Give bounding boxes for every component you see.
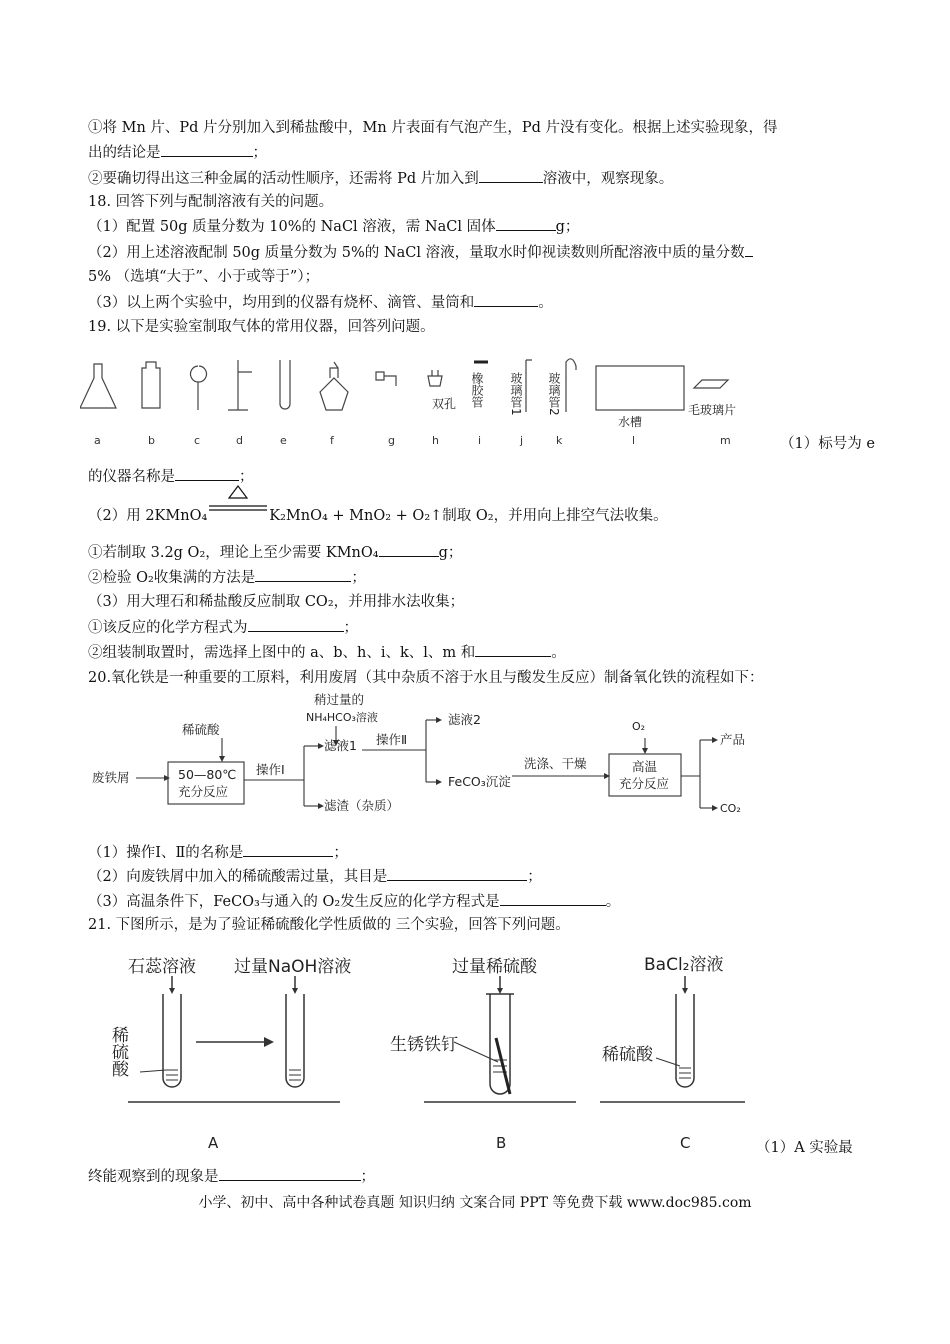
flow-filtrate2: 滤液2 (448, 712, 481, 727)
q18-p2-text: （2）用上述溶液配制 50g 质量分数为 5%的 NaCl 溶液，量取水时仰视读数则所配溶液中质的量分数 (88, 245, 745, 261)
q19-part1-head: （1）标号为 e (780, 436, 875, 452)
q19-p2-text: （2）用 2KMnO₄ (88, 508, 208, 524)
q19-part3 (88, 542, 462, 563)
letter-j: j (520, 434, 524, 447)
q19-part4 (88, 567, 366, 588)
letter-f: f (330, 434, 334, 447)
answer-blank[interactable] (387, 866, 527, 881)
flow-o2: O₂ (632, 720, 646, 733)
flow-reagent-line1: 稍过量的 (314, 692, 365, 707)
two-hole-stopper-icon (428, 370, 442, 386)
answer-blank[interactable] (479, 168, 543, 183)
flow-op1: 操作Ⅰ (256, 762, 285, 777)
q20-p2-text: （2）向废铁屑中加入的稀硫酸需过量，其目是 (88, 869, 388, 885)
stopper-icon (376, 372, 396, 386)
q17-l3-text: ②要确切得出这三种金属的活动性顺序，还需将 Pd 片加入到 (88, 171, 479, 187)
letter-d: d (236, 434, 243, 447)
letter-e: e (280, 434, 287, 447)
answer-blank[interactable] (255, 567, 351, 582)
flow-precipitate: FeCO₃沉淀 (448, 774, 511, 789)
q20-part2 (88, 866, 542, 887)
conical-flask-icon (80, 364, 116, 408)
q21-title: 21. 下图所示，是为了验证稀硫酸化学性质做的 三个实验，回答下列问题。 (88, 917, 570, 933)
test-tube-a1-icon (163, 994, 181, 1087)
flow-op2: 操作Ⅱ (376, 732, 408, 747)
flow-scrap: 废铁屑 (92, 770, 130, 785)
label-j: 玻璃管1 (509, 372, 523, 416)
answer-blank[interactable] (219, 1166, 361, 1181)
label-h: 双孔 (432, 397, 457, 411)
q19-part5: （3）用大理石和稀盐酸反应制取 CO₂，并用排水法收集； (88, 594, 465, 610)
q17-l3-end: 溶液中，观察现象。 (542, 171, 674, 187)
q18-part3 (88, 292, 553, 313)
iron-stand-icon (228, 360, 252, 410)
flow-box2-line2: 充分反应 (619, 776, 670, 791)
q17-l2-text: 出的结论是 (88, 145, 161, 161)
q17-line2 (88, 142, 267, 163)
q18-title: 18. 回答下列与配制溶液有关的问题。 (88, 194, 334, 210)
answer-blank[interactable] (243, 842, 333, 857)
gas-bottle-icon (142, 362, 160, 408)
water-trough-icon (596, 366, 684, 410)
q20-p3-end: 。 (605, 894, 621, 910)
q19-p3-end: g； (438, 545, 463, 561)
letter-b: b (148, 434, 155, 447)
q17-line3 (88, 168, 673, 189)
q18-p1-end: g； (555, 219, 580, 235)
letter-l: l (632, 434, 636, 447)
label-acid-a: 稀硫酸 (108, 1026, 128, 1077)
q19-p2-eq: K₂MnO₄ + MnO₂ + O₂↑制取 O₂，并用向上排空气法收集。 (269, 508, 668, 524)
q21-p1-text: 终能观察到的现象是 (88, 1169, 219, 1185)
flow-filtrate1: 滤液1 (324, 738, 357, 753)
answer-blank[interactable] (474, 292, 538, 307)
label-acid-c: 稀硫酸 (602, 1045, 653, 1065)
label-C: C (680, 1134, 691, 1152)
q18-p3-end: 。 (538, 295, 553, 311)
q19-p4-end: ； (351, 570, 366, 586)
label-naoh: 过量NaOH溶液 (234, 957, 352, 977)
letter-i: i (478, 434, 482, 447)
letter-a: a (94, 434, 101, 447)
q19-p4-text: ②检验 O₂收集满的方法是 (88, 570, 256, 586)
answer-blank[interactable] (500, 891, 606, 906)
flow-wash: 洗涤、干燥 (524, 756, 587, 771)
process-flowchart (92, 690, 772, 830)
label-k: 玻璃管2 (547, 372, 561, 416)
label-nail: 生锈铁钉 (390, 1035, 458, 1055)
answer-blank[interactable] (161, 142, 253, 157)
funnel-icon (191, 366, 207, 410)
label-bacl2: BaCl₂溶液 (644, 955, 724, 975)
flow-acid: 稀硫酸 (182, 722, 220, 737)
page-footer: 小学、初中、高中各种试卷真题 知识归纳 文案合同 PPT 等免费下载 www.doc985.com (198, 1195, 752, 1211)
q19-p1-text: 的仪器名称是 (88, 469, 175, 485)
label-l: 水槽 (618, 415, 643, 429)
flow-co2: CO₂ (720, 802, 741, 815)
q18-p3-text: （3）以上两个实验中，均用到的仪器有烧杯、滴管、量筒和 (88, 295, 475, 311)
letter-g: g (388, 434, 395, 447)
flow-box1-line2: 充分反应 (178, 784, 229, 799)
label-B: B (496, 1134, 507, 1152)
q17-l2-end: ； (252, 145, 267, 161)
q19-part7 (88, 642, 566, 663)
q21-p1-end: ； (360, 1169, 375, 1185)
experiment-figure (100, 942, 760, 1156)
q19-p6-text: ①该反应的化学方程式为 (88, 620, 248, 636)
q19-p1-end: ； (239, 469, 254, 485)
q19-p7-end: 。 (551, 645, 566, 661)
test-tube-icon (280, 360, 290, 409)
q18-part1 (88, 216, 579, 237)
test-tube-a2-icon (286, 994, 304, 1087)
q18-part2-cont: 5% （选填“大于”、小于或等于”）； (88, 269, 320, 285)
q21-part1 (88, 1166, 375, 1187)
q20-part1 (88, 842, 348, 863)
q20-title: 20.氧化铁是一种重要的工原料，利用废屑（其中杂质不溶于水且与酸发生反应）制备氧化铁的流程如下： (88, 670, 764, 686)
q20-p1-text: （1）操作Ⅰ、Ⅱ的名称是 (88, 845, 244, 861)
answer-blank[interactable] (175, 466, 239, 481)
q20-p1-end: ； (333, 845, 348, 861)
glass-tube-1-icon (526, 360, 532, 412)
q19-p6-end: ； (343, 620, 358, 636)
answer-blank[interactable] (379, 542, 439, 557)
q17-line1: ①将 Mn 片、Pd 片分别加入到稀盐酸中，Mn 片表面有气泡产生，Pd 片没有变化。根据上述实验现象，得 (88, 120, 778, 136)
q20-p3-text: （3）高温条件下，FeCO₃与通入的 O₂发生反应的化学方程式是 (88, 894, 500, 910)
letter-h: h (432, 434, 439, 447)
q19-title: 19. 以下是实验室制取气体的常用仪器，回答列问题。 (88, 319, 435, 335)
label-excess-acid: 过量稀硫酸 (452, 957, 537, 977)
letter-k: k (556, 434, 563, 447)
lab-apparatus-figure (80, 352, 770, 452)
label-litmus: 石蕊溶液 (128, 957, 196, 977)
q19-part2 (88, 506, 668, 526)
letter-c: c (194, 434, 201, 447)
flow-reagent-line2: NH₄HCO₃溶液 (306, 711, 378, 724)
alcohol-lamp-icon (320, 362, 348, 410)
test-tube-b-icon (486, 994, 514, 1094)
answer-blank[interactable] (745, 242, 753, 257)
answer-blank[interactable] (496, 216, 556, 231)
flow-residue: 滤渣（杂质） (324, 798, 400, 813)
q19-p7-text: ②组装制取置时，需选择上图中的 a、b、h、i、k、l、m 和 (88, 645, 476, 661)
glass-tube-2-icon (566, 359, 576, 412)
label-i: 橡胶管 (470, 372, 484, 408)
q20-p2-end: ； (527, 869, 542, 885)
glass-plate-icon (694, 380, 728, 388)
flow-box2-line1: 高温 (632, 759, 658, 774)
q20-part3 (88, 891, 620, 912)
label-m: 毛玻璃片 (688, 403, 737, 417)
q19-p3-text: ①若制取 3.2g O₂，理论上至少需要 KMnO₄ (88, 545, 379, 561)
q21-part1-head: （1）A 实验最 (756, 1140, 853, 1156)
answer-blank[interactable] (475, 642, 551, 657)
q19-part6 (88, 617, 358, 638)
q18-part2 (88, 242, 753, 263)
answer-blank[interactable] (248, 617, 344, 632)
letter-m: m (720, 434, 731, 447)
flow-box1-line1: 50—80℃ (178, 767, 237, 782)
q18-p1-text: （1）配置 50g 质量分数为 10%的 NaCl 溶液，需 NaCl 固体 (88, 219, 496, 235)
flow-product: 产品 (720, 732, 746, 747)
heat-triangle-icon (207, 506, 269, 526)
label-A: A (208, 1134, 219, 1152)
